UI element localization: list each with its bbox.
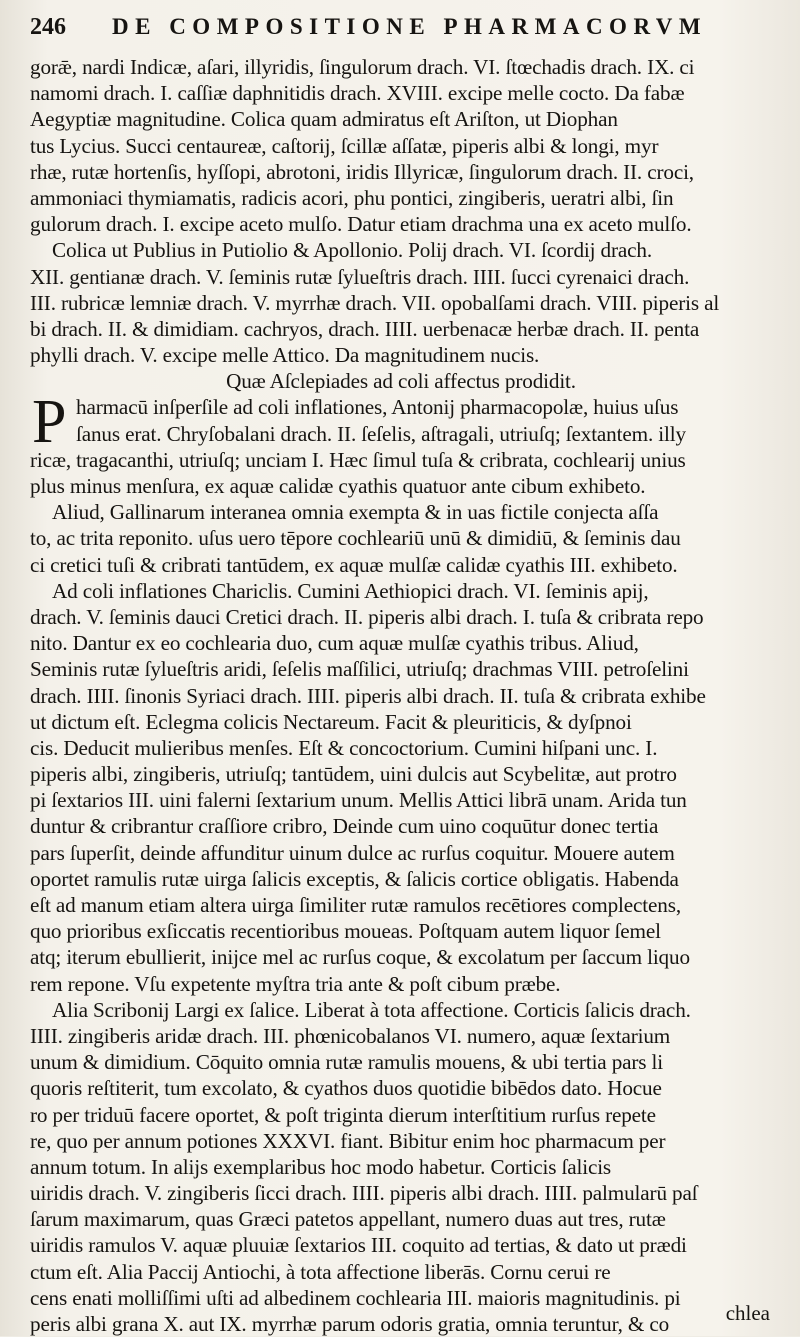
text-line: Alia Scribonij Largi ex ſalice. Liberat à tota affectione. Corticis ſalicis drach. <box>52 997 691 1022</box>
text-line: quo prioribus exſiccatis recentioribus moueas. Poſtquam autem liquor ſemel <box>30 919 661 944</box>
text-line: ricæ, tragacanthi, utriuſq; unciam I. Hæc ſimul tuſa & cribrata, cochlearij unius <box>30 447 686 472</box>
text-line: Seminis rutæ ſylueſtris aridi, ſeſelis maſſilici, utriuſq; drachmas VIII. petroſelini <box>30 657 689 682</box>
text-line: ci cretici tuſi & cribrati tantūdem, ex aquæ mulſæ calidæ cyathis III. exhibeto. <box>30 552 678 577</box>
text-line: pars ſuperſit, deinde affunditur uinum dulce ac rurſus coquitur. Mouere autem <box>30 840 675 865</box>
text-line: drach. IIII. ſinonis Syriaci drach. IIII. piperis albi drach. II. tuſa & cribrata exhibe <box>30 683 706 708</box>
text-line: IIII. zingiberis aridæ drach. III. phœnicobalanos VI. numero, aquæ ſextarium <box>30 1023 671 1048</box>
text-line: piperis albi, zingiberis, utriuſq; tantūdem, uini dulcis aut Scybelitæ, aut protro <box>30 762 677 787</box>
text-line: gorǣ, nardi Indicæ, aſari, illyridis, ſingulorum drach. VI. ſtœchadis drach. IX. ci <box>30 55 695 79</box>
text-line: phylli drach. V. excipe melle Attico. Da magnitudinem nucis. <box>30 343 540 368</box>
text-body <box>30 54 772 1337</box>
text-line: Aliud, Gallinarum interanea omnia exempta & in uas fictile conjecta aſſa <box>52 500 659 525</box>
text-line: III. rubricæ lemniæ drach. V. myrrhæ drach. VII. opobalſami drach. VIII. piperis al <box>30 290 720 315</box>
text-line: ammoniaci thymiamatis, radicis acori, phu pontici, zingiberis, ueratri albi, ſin <box>30 185 674 210</box>
text-line: oportet ramulis rutæ uirga ſalicis exceptis, & ſalicis cortice obligatis. Habenda <box>30 866 679 891</box>
text-line: duntur & cribrantur craſſiore cribro, Deinde cum uino coquūtur donec tertia <box>30 814 659 839</box>
text-line: unum & dimidium. Cōquito omnia rutæ ramulis mouens, & ubi tertia pars li <box>30 1050 664 1075</box>
page-number: 246 <box>30 14 66 40</box>
text-line: cis. Deducit mulieribus menſes. Eſt & concoctorium. Cumini hiſpani unc. I. <box>30 735 658 760</box>
catchword: chlea <box>725 1301 770 1325</box>
text-line: ſarum maximarum, quas Græci patetos appellant, numero duas aut tres, rutæ <box>30 1207 666 1232</box>
text-line: peris albi grana X. aut IX. myrrhæ parum odoris gratia, omnia teruntur, & co <box>30 1312 670 1336</box>
page-header <box>30 14 772 54</box>
text-line: tus Lycius. Succi centaureæ, caſtorij, ſcillæ aſſatæ, piperis albi & longi, myr <box>30 133 659 158</box>
section-heading: Quæ Aſclepiades ad coli affectus prodidit. <box>226 369 576 394</box>
text-line: annum totum. In alijs exemplaribus hoc modo habetur. Corticis ſalicis <box>30 1154 612 1179</box>
text-line: eſt ad manum etiam altera uirga ſimiliter rutæ ramulos recētiores complectens, <box>30 893 681 917</box>
text-line: rhæ, rutæ hortenſis, hyſſopi, abrotoni, iridis Illyricæ, ſingulorum drach. II. croci, <box>30 159 694 184</box>
text-line: rem repone. Vſu expetente myſtra tria ante & poſt cibum præbe. <box>30 971 561 996</box>
text-line: bi drach. II. & dimidiam. cachryos, drach. IIII. uerbenacæ herbæ drach. II. penta <box>30 316 700 341</box>
text-line: to, ac trita reponito. uſus uero tēpore cochleariū unū & dimidiū, & ſeminis dau <box>30 526 681 551</box>
text-line: harmacū inſperſile ad coli inflationes, Antonij pharmacopolæ, huius uſus <box>76 395 679 420</box>
text-line: cens enati molliſſimi uſti ad albedinem cochlearia III. maioris magnitudinis. pi <box>30 1285 681 1310</box>
text-line: gulorum drach. I. excipe aceto mulſo. Datur etiam drachma una ex aceto mulſo. <box>30 212 692 237</box>
text-line: quoris reſtiterit, tum excolato, & cyathos duos quotidie bibēdos dato. Hocue <box>30 1076 662 1101</box>
text-line: drach. V. ſeminis dauci Cretici drach. II. piperis albi drach. I. tuſa & cribrata repo <box>30 604 704 629</box>
text-line: uiridis drach. V. zingiberis ſicci drach. IIII. piperis albi drach. IIII. palmularū paſ <box>30 1181 698 1206</box>
text-line: ro per triduū facere oportet, & poſt triginta dierum interſtitium rurſus repete <box>30 1102 656 1127</box>
text-line: plus minus menſura, ex aquæ calidæ cyathis quatuor ante cibum exhibeto. <box>30 474 646 498</box>
text-line: nito. Dantur ex eo cochlearia duo, cum aquæ mulſæ cyathis tribus. Aliud, <box>30 631 639 656</box>
text-line: Colica ut Publius in Putiolio & Apollonio. Polij drach. VI. ſcordij drach. <box>52 238 652 263</box>
running-title: DE COMPOSITIONE PHARMACORVM <box>112 14 708 39</box>
text-line: atq; iterum ebullierit, inijce mel ac rurſus coque, & excolatum per ſaccum liquo <box>30 945 690 970</box>
text-line: ctum eſt. Alia Paccij Antiochi, à tota affectione liberās. Cornu cerui re <box>30 1259 611 1284</box>
text-line: Ad coli inflationes Chariclis. Cumini Aethiopici drach. VI. ſeminis apij, <box>52 578 649 603</box>
drop-cap-letter: P <box>32 388 67 457</box>
text-line: Aegyptiæ magnitudine. Colica quam admiratus eſt Ariſton, ut Diophan <box>30 107 618 132</box>
text-line: uiridis ramulos V. aquæ pluuiæ ſextarios III. coquito ad tertias, & dato ut prædi <box>30 1233 687 1258</box>
text-line: ſanus erat. Chryſobalani drach. II. ſeſelis, aſtragali, utriuſq; ſextantem. illy <box>76 421 686 446</box>
text-line: ut dictum eſt. Eclegma colicis Nectareum. Facit & pleuriticis, & dyſpnoi <box>30 709 632 734</box>
text-line: XII. gentianæ drach. V. ſeminis rutæ ſylueſtris drach. IIII. ſucci cyrenaici drach. <box>30 264 690 289</box>
drop-cap-paragraph <box>30 388 772 457</box>
text-line: pi ſextarios III. uini falerni ſextarium unum. Mellis Attici librā unam. Arida tun <box>30 788 687 813</box>
text-line: re, quo per annum potiones XXXVI. fiant. Bibitur enim hoc pharmacum per <box>30 1128 666 1153</box>
text-line: namomi drach. I. caſſiæ daphnitidis drach. XVIII. excipe melle cocto. Da fabæ <box>30 81 685 106</box>
